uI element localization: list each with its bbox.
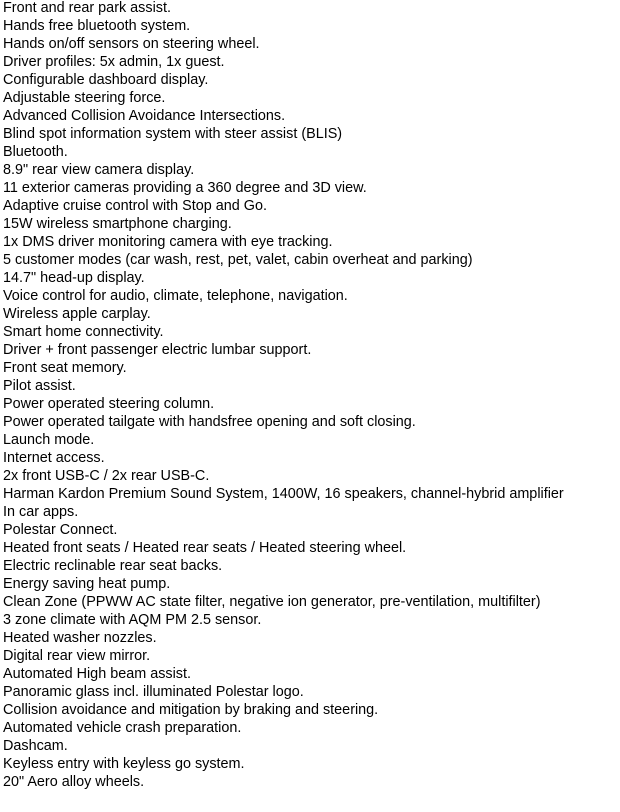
feature-item: 11 exterior cameras providing a 360 degree and 3D view. xyxy=(3,180,367,196)
feature-item: 3 zone climate with AQM PM 2.5 sensor. xyxy=(3,612,262,628)
feature-item: Harman Kardon Premium Sound System, 1400W, 16 speakers, channel-hybrid amplifier xyxy=(3,486,564,502)
feature-item: Voice control for audio, climate, telephone, navigation. xyxy=(3,288,348,304)
feature-item: Clean Zone (PPWW AC state filter, negative ion generator, pre-ventilation, multifilter) xyxy=(3,594,541,610)
feature-item: Front seat memory. xyxy=(3,360,127,376)
feature-item: Automated vehicle crash preparation. xyxy=(3,720,242,736)
feature-item: Driver profiles: 5x admin, 1x guest. xyxy=(3,54,225,70)
feature-item: Launch mode. xyxy=(3,432,95,448)
feature-item: Digital rear view mirror. xyxy=(3,648,151,664)
feature-item: Driver + front passenger electric lumbar support. xyxy=(3,342,312,358)
feature-item: Advanced Collision Avoidance Intersections. xyxy=(3,108,286,124)
feature-item: Heated front seats / Heated rear seats / Heated steering wheel. xyxy=(3,540,407,556)
feature-item: Adjustable steering force. xyxy=(3,90,166,106)
feature-item: Front and rear park assist. xyxy=(3,0,171,16)
feature-item: Configurable dashboard display. xyxy=(3,72,209,88)
feature-item: 14.7" head-up display. xyxy=(3,270,145,286)
feature-item: Smart home connectivity. xyxy=(3,324,164,340)
feature-item: Internet access. xyxy=(3,450,105,466)
feature-item: Energy saving heat pump. xyxy=(3,576,171,592)
feature-item: Panoramic glass incl. illuminated Polestar logo. xyxy=(3,684,304,700)
feature-item: 8.9" rear view camera display. xyxy=(3,162,195,178)
feature-item: Hands on/off sensors on steering wheel. xyxy=(3,36,260,52)
feature-item: 5 customer modes (car wash, rest, pet, valet, cabin overheat and parking) xyxy=(3,252,473,268)
feature-item: Electric reclinable rear seat backs. xyxy=(3,558,223,574)
feature-item: Keyless entry with keyless go system. xyxy=(3,756,245,772)
feature-item: 15W wireless smartphone charging. xyxy=(3,216,232,232)
feature-item: Hands free bluetooth system. xyxy=(3,18,191,34)
feature-item: Power operated tailgate with handsfree opening and soft closing. xyxy=(3,414,416,430)
feature-item: Collision avoidance and mitigation by braking and steering. xyxy=(3,702,379,718)
feature-item: Polestar Connect. xyxy=(3,522,118,538)
feature-item: 2x front USB-C / 2x rear USB-C. xyxy=(3,468,210,484)
feature-item: Bluetooth. xyxy=(3,144,68,160)
feature-item: Blind spot information system with steer assist (BLIS) xyxy=(3,126,343,142)
feature-item: Wireless apple carplay. xyxy=(3,306,151,322)
feature-item: Power operated steering column. xyxy=(3,396,215,412)
feature-item: Automated High beam assist. xyxy=(3,666,191,682)
feature-item: Adaptive cruise control with Stop and Go. xyxy=(3,198,267,214)
feature-item: Pilot assist. xyxy=(3,378,76,394)
feature-item: 20" Aero alloy wheels. xyxy=(3,774,145,790)
feature-item: Heated washer nozzles. xyxy=(3,630,157,646)
feature-item: Dashcam. xyxy=(3,738,68,754)
feature-item: In car apps. xyxy=(3,504,79,520)
feature-item: 1x DMS driver monitoring camera with eye tracking. xyxy=(3,234,333,250)
